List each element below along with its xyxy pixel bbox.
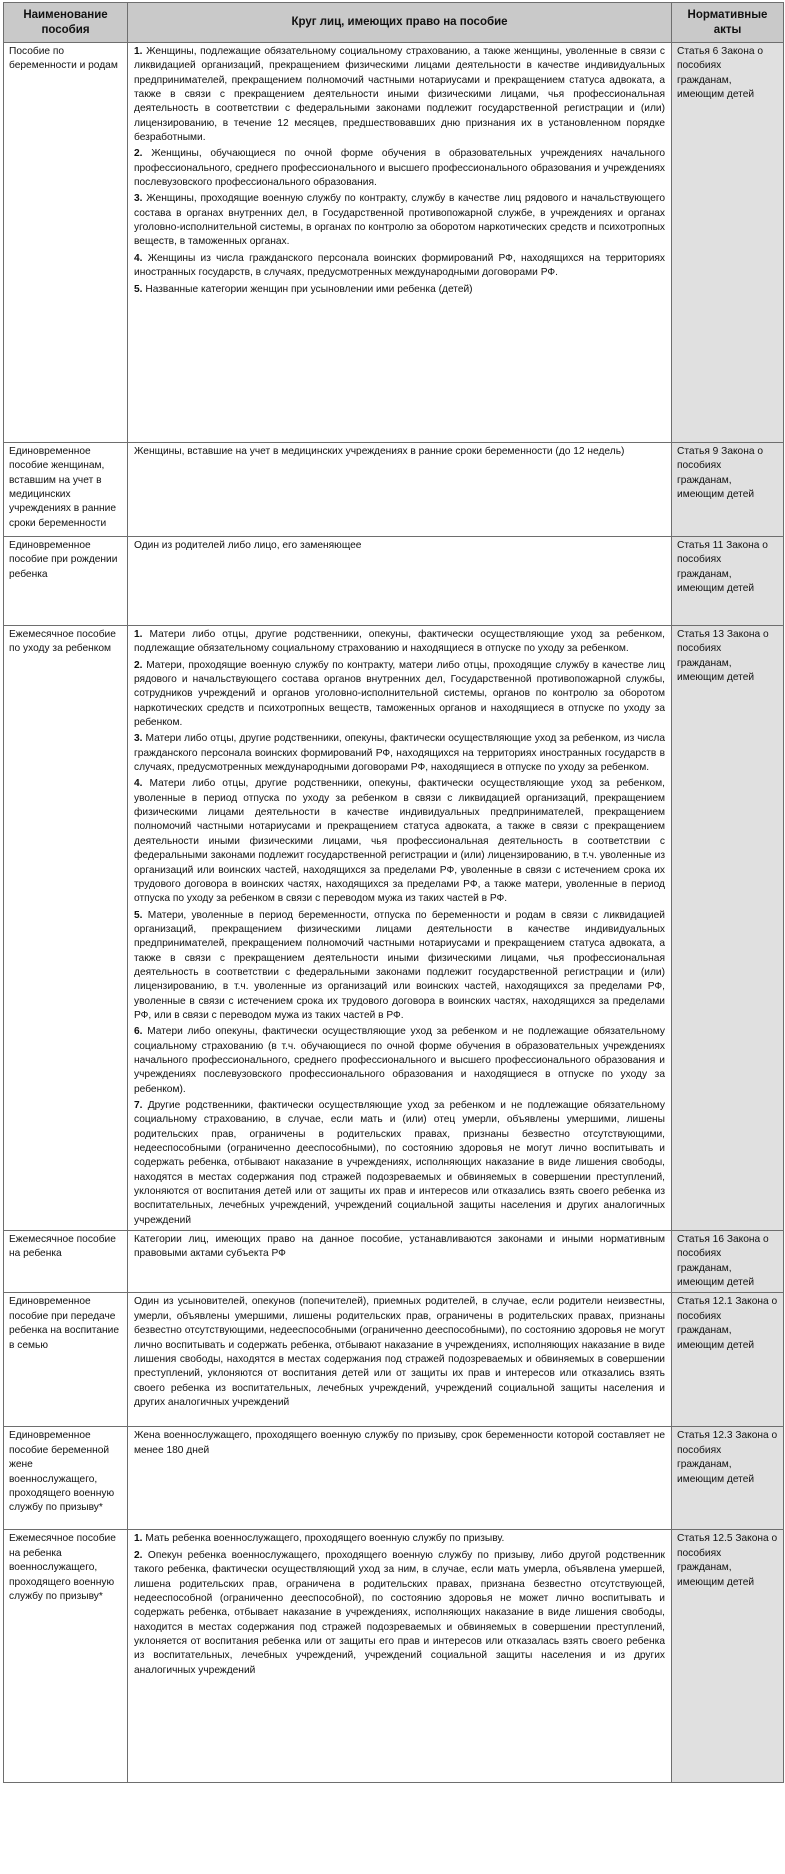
item-text: Мать ребенка военнослужащего, проходящего военную службу по призыву. bbox=[145, 1533, 505, 1545]
header-eligible-persons: Круг лиц, имеющих право на пособие bbox=[128, 3, 672, 43]
item-text: Один из усыновителей, опекунов (попечителей), приемных родителей, в случае, если родители неизвестны, умерли, объявлены умершими, лишены родительских прав, ограничены в родительских правах, признаны безвестно отсутствующими, недееспособными (ограниченно дееспособными), по состоянию здоровья не могут лично воспитывать и содержать ребенка, отбывают наказание в учреждениях, исполняющих наказание в виде лишения свободы, находятся в местах содержания под стражей подозреваемых и обвиняемых в совершении преступлений, уклоняются от воспитания детей или от защиты их прав и интересов или отказались взять своего ребенка из воспитательных, лечебных учреждений, учреждений социальной защиты населения и других аналогичных учреждений bbox=[134, 1296, 665, 1408]
item-number: 1. bbox=[134, 46, 143, 57]
eligibility-item bbox=[134, 192, 665, 249]
header-normative-acts: Нормативные акты bbox=[672, 3, 784, 43]
normative-act-cell: Статья 12.3 Закона о пособиях гражданам, имеющим детей bbox=[672, 1427, 784, 1530]
item-text: Матери либо отцы, другие родственники, опекуны, фактически осуществляющие уход за ребенком, из числа гражданского персонала воинских формирований РФ, находящихся на территориях иностранных государств в случаях, предусмотренных международными договорами РФ, находящиеся в отпуске по уходу за ребенком. bbox=[134, 733, 665, 774]
normative-act-cell: Статья 11 Закона о пособиях гражданам, имеющим детей bbox=[672, 537, 784, 626]
item-text: Женщины, подлежащие обязательному социальному страхованию, а также женщины, уволенные в связи с ликвидацией организаций, прекращением физическими лицами деятельности в качестве индивидуальных предпринимателей, прекращением полномочий частными нотариусами и прекращением статуса адвоката, а также в связи с прекращением деятельности иными физическими лицами, чья профессиональная деятельность в соответствии с федеральными законами подлежит государственной регистрации и (или) лицензированию, в течение 12 месяцев, предшествовавших дню признания их в установленном порядке безработными. bbox=[134, 46, 665, 144]
table-row bbox=[4, 1530, 784, 1783]
table-row bbox=[4, 1231, 784, 1293]
eligibility-item bbox=[134, 45, 665, 145]
eligibility-item bbox=[134, 147, 665, 190]
benefit-name-cell: Пособие по беременности и родам bbox=[4, 43, 128, 443]
eligibility-item bbox=[134, 1233, 665, 1262]
item-number: 2. bbox=[134, 659, 143, 671]
item-text: Матери, проходящие военную службу по контракту, матери либо отцы, проходящие службу в качестве лиц рядового и начальствующего состава органов внутренних дел, Государственной противопожарной службы, сотрудников учреждений и органов уголовно-исполнительной системы, органов по контролю за оборотом наркотических средств и психотропных веществ, таможенных органов и находящиеся в отпуске по уходу за ребенком. bbox=[134, 659, 665, 729]
table-body bbox=[4, 43, 784, 1783]
benefit-name-cell: Единовременное пособие при передаче ребенка на воспитание в семью bbox=[4, 1293, 128, 1427]
item-number: 6. bbox=[134, 1026, 143, 1038]
eligibility-item bbox=[134, 283, 665, 297]
table-row bbox=[4, 43, 784, 443]
benefit-name-cell: Ежемесячное пособие по уходу за ребенком bbox=[4, 626, 128, 1231]
eligibility-item bbox=[134, 1099, 665, 1228]
item-text: Названные категории женщин при усыновлении ими ребенка (детей) bbox=[145, 283, 473, 295]
eligibility-item bbox=[134, 777, 665, 906]
item-text: Другие родственники, фактически осуществляющие уход за ребенком и не подлежащие обязательному социальному страхованию, в случае, если мать и (или) отец умерли, объявлены умершими, лишены родительских прав, ограничены в родительских правах, признаны безвестно отсутствующими, недееспособными (ограниченно дееспособными), по состоянию здоровья не могут лично воспитывать и содержать ребенка, отбывают наказание в учреждениях, исполняющих наказание в виде лишения свободы, находятся в местах содержания под стражей подозреваемых и обвиняемых в совершении преступлений, уклоняются от воспитания детей или от защиты их прав и интересов или отказались взять своего ребенка из воспитательных, лечебных учреждений, учреждений социальной защиты населения и других аналогичных учреждений bbox=[134, 1100, 665, 1226]
eligible-persons-cell bbox=[128, 537, 672, 626]
eligibility-item bbox=[134, 1532, 665, 1546]
normative-act-cell: Статья 9 Закона о пособиях гражданам, имеющим детей bbox=[672, 443, 784, 537]
eligible-persons-cell bbox=[128, 1530, 672, 1783]
eligibility-item bbox=[134, 1549, 665, 1678]
item-number: 5. bbox=[134, 909, 143, 921]
eligible-persons-cell bbox=[128, 1293, 672, 1427]
item-number: 3. bbox=[134, 733, 143, 745]
item-text: Женщины из числа гражданского персонала воинских формирований РФ, находящихся на территориях иностранных государств, в случаях, предусмотренных международными договорами РФ. bbox=[134, 252, 665, 279]
table-row bbox=[4, 1427, 784, 1530]
item-text: Матери либо отцы, другие родственники, опекуны, фактически осуществляющие уход за ребенком, подлежащие обязательному социальному страхованию и находящиеся в отпуске по уходу за ребенком. bbox=[134, 629, 665, 655]
normative-act-cell: Статья 13 Закона о пособиях гражданам, имеющим детей bbox=[672, 626, 784, 1231]
eligibility-item bbox=[134, 1429, 665, 1458]
table-row bbox=[4, 1293, 784, 1427]
item-text: Опекун ребенка военнослужащего, проходящего военную службу по призыву, либо другой родственник такого ребенка, фактически осуществляющий уход за ним, в случае, если мать умерла, объявлена умершей, лишена родительских прав, ограничена в родительских правах, признана безвестно отсутствующей, недееспособной (ограниченно дееспособной), по состоянию здоровья не может лично воспитывать и содержать ребенка, отбывает наказание в учреждениях, исполняющих наказание в виде лишения свободы, находится в местах содержания под стражей подозреваемых и обвиняемых в совершении преступлений, уклоняется от воспитания ребенка или от защиты его прав и интересов или отказалась взять своего ребенка из воспитательных, лечебных учреждений, учреждений социальной защиты населения и из других аналогичных учреждений bbox=[134, 1549, 665, 1676]
eligibility-item bbox=[134, 909, 665, 1024]
eligible-persons-cell bbox=[128, 626, 672, 1231]
item-text: Женщины, вставшие на учет в медицинских учреждениях в ранние сроки беременности (до 12 недель) bbox=[134, 446, 625, 457]
eligible-persons-cell bbox=[128, 1427, 672, 1530]
item-text: Жена военнослужащего, проходящего военную службу по призыву, срок беременности которой составляет не менее 180 дней bbox=[134, 1430, 665, 1456]
table-row bbox=[4, 626, 784, 1231]
benefit-name-cell: Единовременное пособие беременной жене военнослужащего, проходящего военную службу по призыву* bbox=[4, 1427, 128, 1530]
table-row bbox=[4, 537, 784, 626]
normative-act-cell: Статья 12.1 Закона о пособиях гражданам, имеющим детей bbox=[672, 1293, 784, 1427]
table-header-row bbox=[4, 3, 784, 43]
eligible-persons-cell bbox=[128, 43, 672, 443]
item-number: 2. bbox=[134, 148, 143, 160]
eligibility-item bbox=[134, 1025, 665, 1097]
table-row bbox=[4, 443, 784, 537]
eligibility-item bbox=[134, 659, 665, 731]
item-text: Категории лиц, имеющих право на данное пособие, устанавливаются законами и иными нормативным правовыми актами субъекта РФ bbox=[134, 1234, 665, 1260]
item-number: 4. bbox=[134, 252, 143, 264]
benefits-table-page bbox=[3, 2, 783, 1783]
header-benefit-name: Наименование пособия bbox=[4, 3, 128, 43]
eligibility-item bbox=[134, 252, 665, 281]
item-number: 4. bbox=[134, 778, 143, 790]
eligibility-item bbox=[134, 732, 665, 775]
item-number: 7. bbox=[134, 1100, 143, 1111]
item-number: 5. bbox=[134, 283, 143, 295]
eligibility-item bbox=[134, 628, 665, 657]
item-text: Матери, уволенные в период беременности, отпуска по беременности и родам в связи с ликвидацией организаций, прекращением физическими лицами деятельности в качестве индивидуальных предпринимателей, прекращением полномочий частными нотариусами и прекращением статуса адвоката, а также в связи с прекращением деятельности иными физическими лицами, чья профессиональная деятельность в соответствии с федеральными законами подлежит государственной регистрации и (или) лицензированию, в т.ч. уволенные из организаций или воинских частей, находящихся за пределами РФ, уволенные в связи с истечением срока их трудового договора в воинских частях, находящихся за пределами РФ, или в связи с переводом мужа из таких частей в РФ. bbox=[134, 909, 665, 1021]
item-text: Матери либо опекуны, фактически осуществляющие уход за ребенком и не подлежащие обязательному социальному страхованию (в т.ч. обучающиеся по очной форме обучения в образовательных учреждениях начального профессионального, среднего профессионального и высшего профессионального образования и учреждениях послевузовского профессионального образования и находящиеся в отпуске по уходу за ребенком). bbox=[134, 1026, 665, 1095]
normative-act-cell: Статья 12.5 Закона о пособиях гражданам, имеющим детей bbox=[672, 1530, 784, 1783]
item-text: Женщины, обучающиеся по очной форме обучения в образовательных учреждениях начального профессионального, среднего профессионального и высшего профессионального образования и учреждениях послевузовского профессионального образования. bbox=[134, 148, 665, 189]
eligible-persons-cell bbox=[128, 1231, 672, 1293]
item-text: Женщины, проходящие военную службу по контракту, службу в качестве лиц рядового и начальствующего состава в органах внутренних дел, в Государственной противопожарной службе, в учреждениях и органах уголовно-исполнительной системы, в органах по контролю за оборотом наркотических средств и психотропных веществ, в таможенных органах. bbox=[134, 193, 665, 248]
benefit-name-cell: Единовременное пособие женщинам, вставшим на учет в медицинских учреждениях в ранние сроки беременности bbox=[4, 443, 128, 537]
eligibility-item bbox=[134, 1295, 665, 1410]
item-text: Матери либо отцы, другие родственники, опекуны, фактически осуществляющие уход за ребенком, уволенные в период отпуска по уходу за ребенком в связи с ликвидацией организаций, прекращением физическими лицами деятельности в качестве индивидуальных предпринимателей, прекращением полномочий частными нотариусами и прекращением статуса адвоката, а также в связи с прекращением деятельности иными физическими лицами, чья профессиональная деятельность в соответствии с федеральными законами подлежит государственной регистрации и (или) лицензированию, в т.ч. уволенные из организаций или воинских частей, находящихся за пределами РФ, уволенные в связи с истечением срока их трудового договора в воинских частях, находящихся за пределами РФ, а также матери, уволенные в период отпуска по уходу за ребенком в связи с переводом мужа из таких частей в РФ. bbox=[134, 778, 665, 905]
item-number: 3. bbox=[134, 193, 143, 205]
item-text: Один из родителей либо лицо, его заменяющее bbox=[134, 540, 362, 551]
eligible-persons-cell bbox=[128, 443, 672, 537]
item-number: 1. bbox=[134, 629, 143, 640]
benefit-name-cell: Ежемесячное пособие на ребенка военнослужащего, проходящего военную службу по призыву* bbox=[4, 1530, 128, 1783]
benefit-name-cell: Единовременное пособие при рождении ребенка bbox=[4, 537, 128, 626]
eligibility-item bbox=[134, 445, 665, 459]
benefits-table bbox=[3, 2, 784, 1783]
item-number: 2. bbox=[134, 1549, 143, 1561]
normative-act-cell: Статья 6 Закона о пособиях гражданам, имеющим детей bbox=[672, 43, 784, 443]
eligibility-item bbox=[134, 539, 665, 553]
item-number: 1. bbox=[134, 1533, 143, 1545]
benefit-name-cell: Ежемесячное пособие на ребенка bbox=[4, 1231, 128, 1293]
normative-act-cell: Статья 16 Закона о пособиях гражданам, имеющим детей bbox=[672, 1231, 784, 1293]
